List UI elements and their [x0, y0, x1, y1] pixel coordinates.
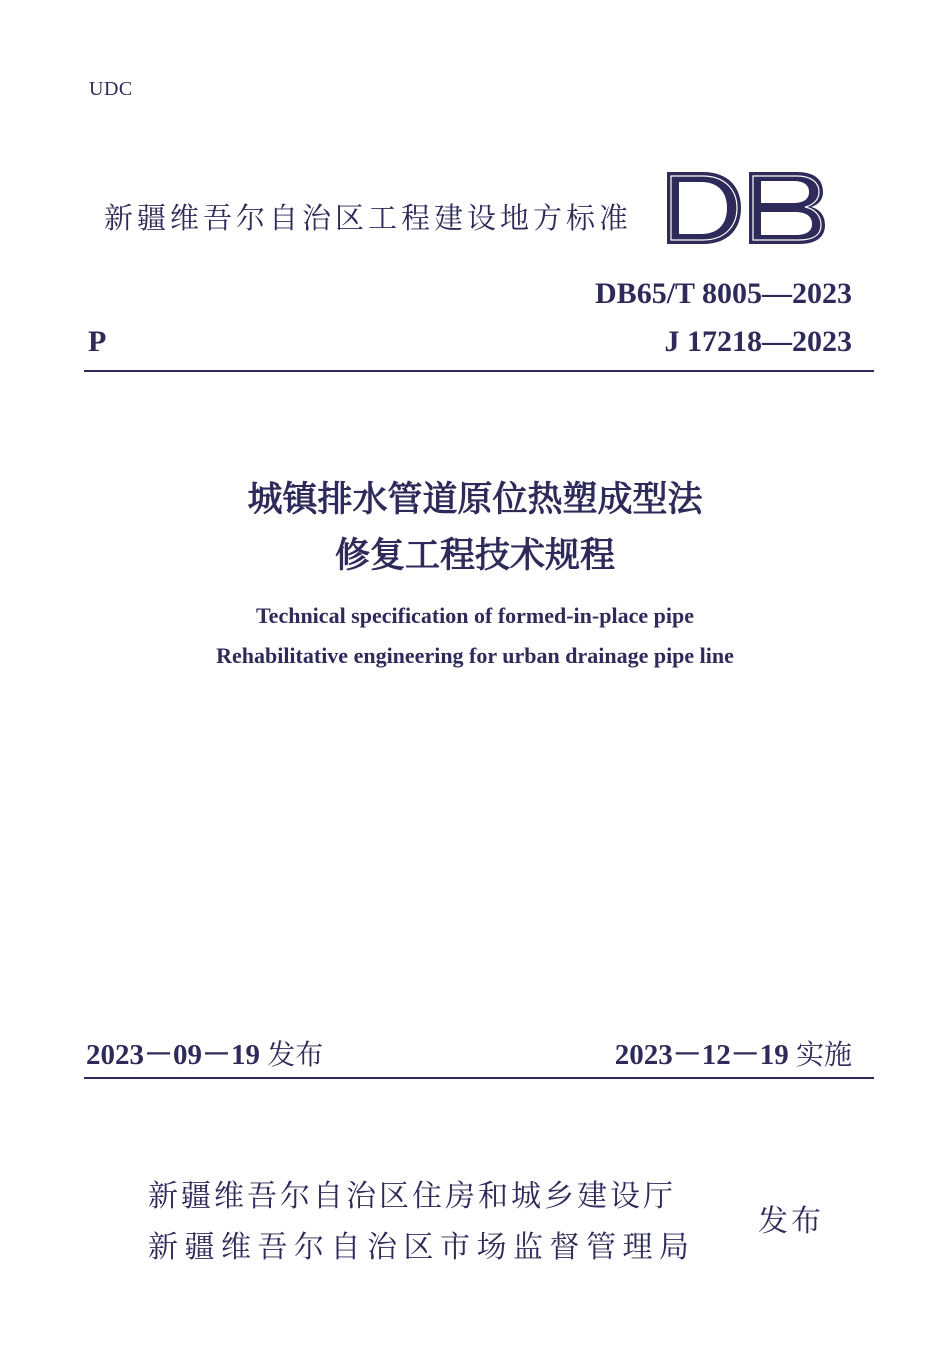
- title-cn-line-2: 修复工程技术规程: [334, 535, 615, 576]
- bottom-divider: [84, 1077, 874, 1079]
- top-divider: [84, 370, 874, 372]
- title-en-line-2: Rehabilitative engineering for urban drainage pipe line: [216, 643, 734, 668]
- publisher-line-2: 新疆维吾尔自治区市场监督管理局: [148, 1230, 696, 1265]
- classification-code: P: [88, 325, 107, 358]
- standard-code: DB65/T 8005—2023: [595, 277, 852, 310]
- standard-type-title: 新疆维吾尔自治区工程建设地方标准: [104, 201, 633, 235]
- issue-date: 2023－09－19: [86, 1039, 261, 1071]
- issue-date-block: [86, 1032, 323, 1073]
- implement-date-block: [615, 1032, 852, 1073]
- db-logo: [663, 168, 827, 248]
- publish-label: 发布: [758, 1204, 824, 1239]
- implement-date: 2023－12－19: [614, 1039, 789, 1071]
- title-en-line-1: Technical specification of formed-in-place pipe: [256, 603, 694, 628]
- implement-label: 实施: [795, 1038, 852, 1071]
- udc-label: UDC: [89, 78, 133, 100]
- title-cn-line-1: 城镇排水管道原位热塑成型法: [247, 479, 703, 520]
- publisher-line-1: 新疆维吾尔自治区住房和城乡建设厅: [148, 1179, 676, 1214]
- issue-label: 发布: [267, 1038, 324, 1071]
- record-code: J 17218—2023: [664, 325, 852, 358]
